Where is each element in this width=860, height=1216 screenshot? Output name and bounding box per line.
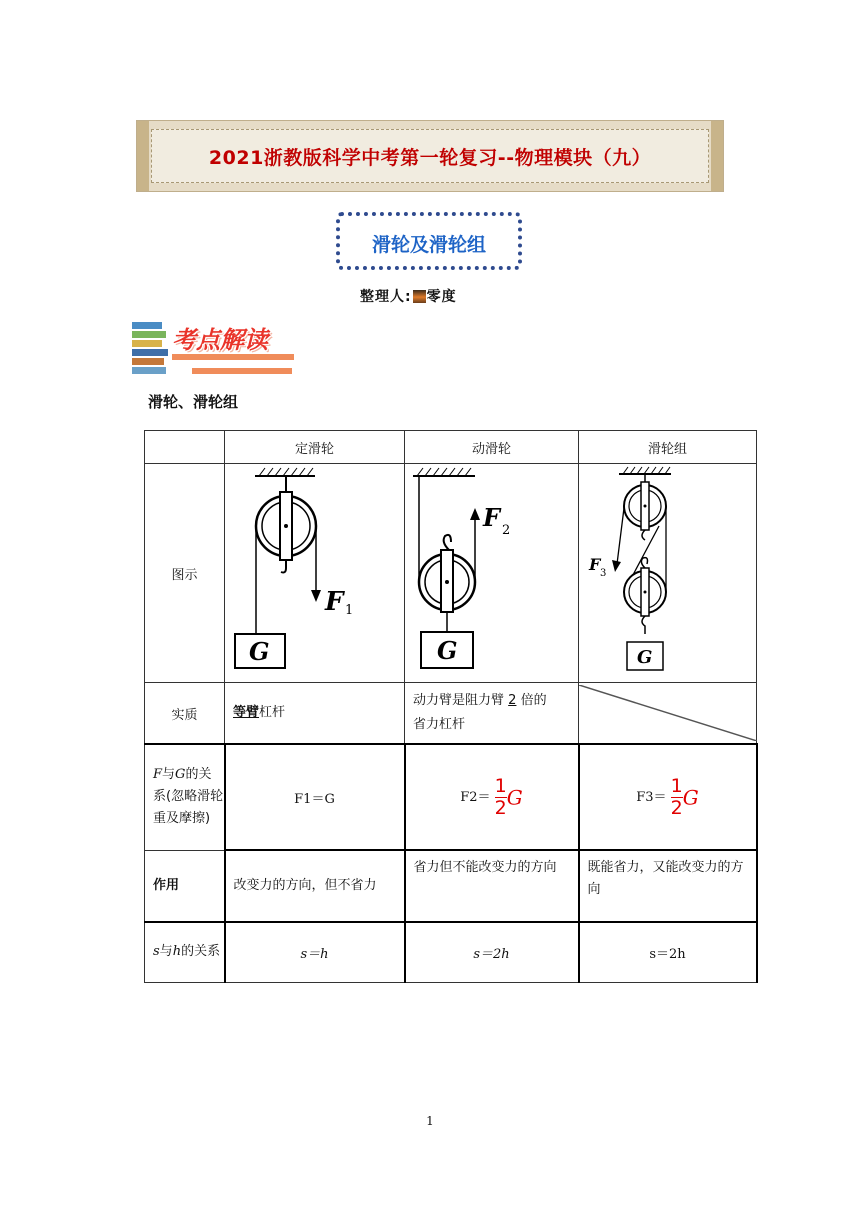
label-f2-subscript: 2 bbox=[502, 523, 511, 538]
function-row bbox=[145, 850, 757, 922]
fg-fixed-formula: F1＝G bbox=[294, 791, 335, 807]
label-f2-letter: F bbox=[483, 503, 501, 532]
essence-fixed-cell bbox=[225, 683, 405, 745]
sh-label-s: s bbox=[153, 944, 160, 960]
force-weight-row bbox=[145, 744, 757, 850]
sh-label-rest: 的关系 bbox=[181, 944, 221, 960]
distance-fixed-cell: s＝h bbox=[225, 922, 405, 982]
weight-g-label: G bbox=[249, 637, 270, 666]
author-prefix: 整理人: bbox=[360, 289, 412, 305]
label-f3-letter: F bbox=[589, 555, 601, 574]
essence-movable-text-2: 倍的 bbox=[520, 693, 547, 708]
weight-g-label-2: G bbox=[437, 636, 458, 665]
section-badge bbox=[132, 318, 294, 378]
sh-label-h: h bbox=[172, 944, 182, 960]
function-movable-cell: 省力但不能改变力的方向 bbox=[405, 850, 579, 922]
essence-movable-cell bbox=[405, 683, 579, 745]
essence-movable-text-3: 省力杠杆 bbox=[413, 717, 466, 732]
essence-group-cell-empty bbox=[579, 683, 757, 745]
fraction-denominator-2: 2 bbox=[670, 796, 683, 819]
fraction-numerator: 1 bbox=[494, 774, 507, 797]
fg-group-prefix: F3＝ bbox=[636, 789, 667, 805]
diagram-label: 图示 bbox=[145, 464, 225, 683]
fg-fixed-cell bbox=[225, 744, 405, 850]
force-weight-label bbox=[145, 744, 225, 850]
diagonal-slash bbox=[579, 685, 757, 741]
distance-label bbox=[145, 922, 225, 982]
header-movable-pulley: 动滑轮 bbox=[405, 431, 579, 464]
badge-title: 考点解读 bbox=[172, 326, 268, 354]
essence-movable-text-1: 动力臂是阻力臂 bbox=[413, 693, 505, 708]
table-header-row bbox=[145, 431, 757, 464]
pulley-group-diagram bbox=[579, 464, 757, 678]
weight-g-label-3: G bbox=[637, 647, 653, 668]
pulley-comparison-table bbox=[144, 430, 758, 983]
title-banner bbox=[136, 120, 724, 192]
page-number: 1 bbox=[426, 1114, 434, 1128]
badge-underline bbox=[172, 354, 294, 360]
function-label: 作用 bbox=[145, 850, 225, 922]
fraction-denominator: 2 bbox=[494, 796, 507, 819]
fg-label-and: 与 bbox=[162, 767, 176, 783]
fg-label-g: G bbox=[175, 767, 186, 783]
fg-label-rest: 的关系(忽略滑轮重及摩擦) bbox=[153, 767, 224, 827]
fraction-numerator-2: 1 bbox=[670, 774, 683, 797]
fg-group-g: G bbox=[682, 785, 699, 809]
distance-movable-cell: s＝2h bbox=[405, 922, 579, 982]
header-fixed-pulley: 定滑轮 bbox=[225, 431, 405, 464]
pulley-group-diagram-cell bbox=[579, 464, 757, 683]
fg-movable-g: G bbox=[506, 785, 523, 809]
distance-group-cell: s＝2h bbox=[579, 922, 757, 982]
fg-label-f: F bbox=[153, 767, 163, 783]
fixed-pulley-diagram-cell bbox=[225, 464, 405, 683]
essence-row bbox=[145, 683, 757, 745]
function-group-cell: 既能省力，又能改变力的方向 bbox=[579, 850, 757, 922]
author-name: 零度 bbox=[426, 289, 457, 305]
essence-movable-ratio: 2 bbox=[508, 693, 517, 708]
label-f3-subscript: 3 bbox=[600, 568, 607, 579]
author-line bbox=[360, 286, 520, 306]
sunset-icon bbox=[413, 290, 426, 303]
essence-fixed-underlined: 等臂 bbox=[233, 705, 260, 720]
function-fixed-cell: 改变力的方向，但不省力 bbox=[225, 850, 405, 922]
fg-movable-prefix: F2＝ bbox=[460, 789, 491, 805]
essence-fixed-rest: 杠杆 bbox=[259, 705, 286, 720]
movable-pulley-diagram-cell bbox=[405, 464, 579, 683]
header-empty-cell bbox=[145, 431, 225, 464]
diagram-row bbox=[145, 464, 757, 683]
badge-underline-2 bbox=[192, 368, 292, 374]
fg-movable-cell bbox=[405, 744, 579, 850]
label-f1-subscript: 1 bbox=[345, 603, 354, 618]
essence-label: 实质 bbox=[145, 683, 225, 745]
fraction-one-half-2 bbox=[671, 776, 683, 819]
document-title: 2021浙教版科学中考第一轮复习--物理模块（九） bbox=[208, 147, 652, 169]
fraction-one-half bbox=[495, 776, 507, 819]
subtitle-box bbox=[336, 212, 522, 270]
fg-group-cell bbox=[579, 744, 757, 850]
sh-label-and: 与 bbox=[159, 944, 173, 960]
fixed-pulley-diagram bbox=[225, 464, 405, 678]
label-f1-letter: F bbox=[325, 587, 344, 617]
movable-pulley-diagram bbox=[405, 464, 579, 678]
section-heading: 滑轮、滑轮组 bbox=[148, 393, 239, 411]
distance-row bbox=[145, 922, 757, 982]
subtitle: 滑轮及滑轮组 bbox=[371, 234, 486, 256]
header-pulley-group: 滑轮组 bbox=[579, 431, 757, 464]
